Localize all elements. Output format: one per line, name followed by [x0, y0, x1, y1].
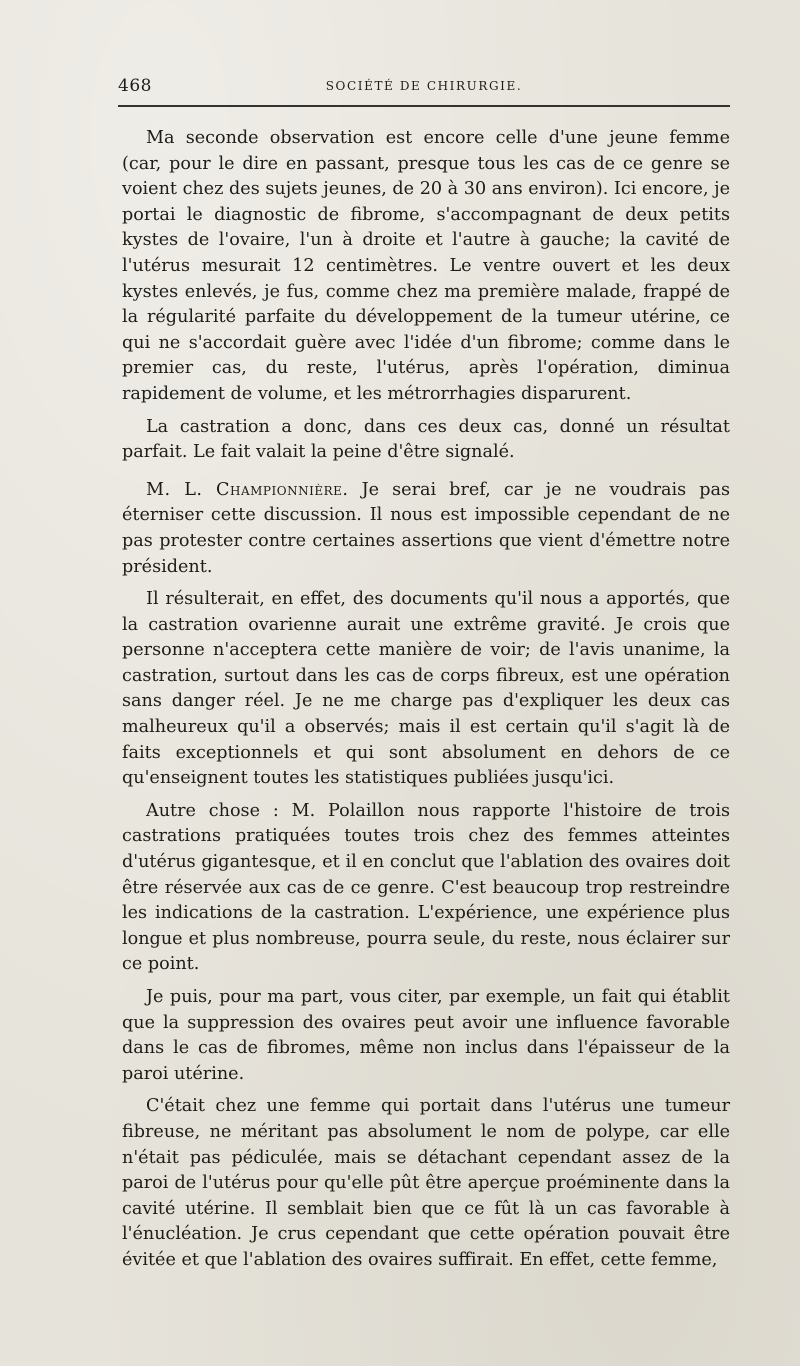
paragraph: La castration a donc, dans ces deux cas, donné un résultat parfait. Le fait valait la peine d'être signalé. [122, 416, 730, 463]
paragraph: Il résulterait, en effet, des documents qu'il nous a apportés, que la castration ovarienne aurait une extrême gravité. Je crois que personne n'acceptera cette manière de voir; de l'avis unanime, la castration, surtout dans les cas de corps fibreux, est une opération sans danger réel. Je ne me charge pas d'expliquer les deux cas malheureux qu'il a observés; mais il est certain qu'il s'agit là de faits exceptionnels et qui sont absolument en dehors de ce qu'enseignent toutes les statistiques publiées jusqu'ici. [122, 589, 730, 789]
running-title: SOCIÉTÉ DE CHIRURGIE. [325, 79, 523, 93]
paragraph: Ma seconde observation est encore celle d'une jeune femme (car, pour le dire en passant, presque tous les cas de ce genre se voient chez des sujets jeunes, de 20 à 30 ans environ). Ici encore, je portai le diagnostic de fibrome, s'accompagnant de deux petits kystes de l'ovaire, l'un à droite et l'autre à gauche; la cavité de l'utérus mesurait 12 centimètres. Le ventre ouvert et les deux kystes enlevés, je fus, comme chez ma première malade, frappé de la régularité parfaite du développement de la tumeur utérine, ce qui ne s'accordait guère avec l'idée d'un fibrome; comme dans le premier cas, du reste, l'utérus, après l'opération, diminua rapidement de volume, et les métrorrhagies disparurent. [122, 128, 730, 404]
speaker-name: M. L. Championnière. [146, 479, 349, 500]
speech-text: Je serai bref, car je ne voudrais pas éterniser cette discussion. Il nous est impossible cependant de ne pas protester contre certaines assertions que vient d'émettre notre président. [122, 479, 730, 577]
page-number: 468 [118, 76, 152, 96]
page-header [118, 70, 730, 100]
paragraph: Je puis, pour ma part, vous citer, par exemple, un fait qui établit que la suppression des ovaires peut avoir une influence favorable dans le cas de fibromes, même non inclus dans l'épaisseur de la paroi utérine. [122, 987, 730, 1084]
paragraph: C'était chez une femme qui portait dans l'utérus une tumeur fibreuse, ne méritant pas absolument le nom de polype, car elle n'était pas pédiculée, mais se détachant cependant assez de la paroi de l'utérus pour qu'elle pût être aperçue proéminente dans la cavité utérine. Il semblait bien que ce fût là un cas favorable à l'énucléation. Je crus cependant que cette opération pouvait être évitée et que l'ablation des ovaires suffirait. En effet, cette femme, [122, 1096, 730, 1270]
paragraph: Autre chose : M. Polaillon nous rapporte l'histoire de trois castrations pratiquées toutes trois chez des femmes atteintes d'utérus gigantesque, et il en conclut que l'ablation des ovaires doit être réservée aux cas de ce genre. C'est beaucoup trop restreindre les indications de la castration. L'expérience, une expérience plus longue et plus nombreuse, pourra seule, du reste, nous éclairer sur ce point. [122, 800, 730, 975]
body-text [122, 126, 730, 1281]
paragraph-speech [122, 478, 730, 580]
header-rule [118, 105, 730, 107]
